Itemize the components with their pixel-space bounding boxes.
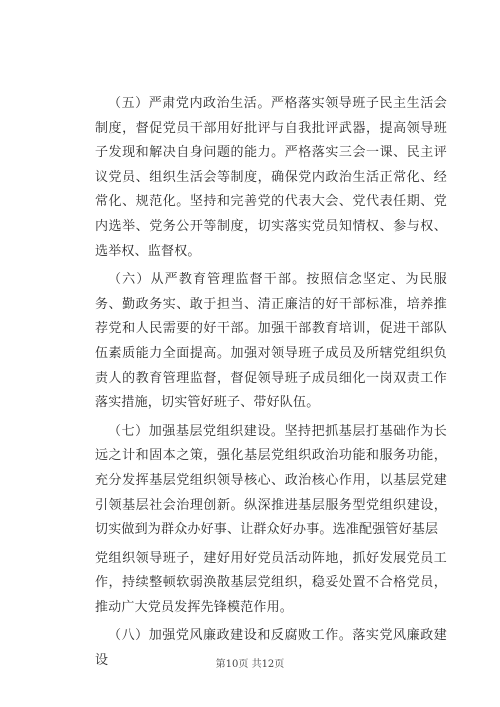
paragraph-grassroots-continued: 党组织领导班子，建好用好党员活动阵地，抓好发展党员工作，持续整顿软弱涣散基层党组织，稳妥处置不合格党员，推动广大党员发挥先锋模范作用。 <box>95 550 447 615</box>
paragraph-clean-governance: （八）加强党风廉政建设和反腐败工作。落实党风廉政建设 <box>95 628 447 669</box>
document-body <box>95 92 447 678</box>
paragraph-grassroots-building: （七）加强基层党组织建设。坚持把抓基层打基础作为长远之计和固本之策，强化基层党组织政治功能和服务功能，充分发挥基层党组织领导核心、政治核心作用，以基层党建引领基层社会治理创新。纵深推进基层服务型党组织建设，切实做到为群众办好事、让群众好办事。选准配强管好基层 <box>95 423 447 538</box>
paragraph-cadre-supervision: （六）从严教育管理监督干部。按照信念坚定、为民服务、勤政务实、敢于担当、清正廉洁的好干部标准，培养推荐党和人民需要的好干部。加强干部教育培训，促进干部队伍素质能力全面提高。加强对领导班子成员及所辖党组织负责人的教育管理监督，督促领导班子成员细化一岗双责工作落实措施，切实管好班子、带好队伍。 <box>95 272 447 411</box>
paragraph-strict-party-life: （五）严肃党内政治生活。严格落实领导班子民主生活会制度，督促党员干部用好批评与自我批评武器，提高领导班子发现和解决自身问题的能力。严格落实三会一课、民主评议党员、组织生活会等制度，确保党内政治生活正常化、经常化、规范化。坚持和完善党的代表大会、党代表任期、党内选举、党务公开等制度，切实落实党员知情权、参与权、选举权、监督权。 <box>95 96 447 259</box>
page-number-footer: 第10页 共12页 <box>215 659 285 670</box>
